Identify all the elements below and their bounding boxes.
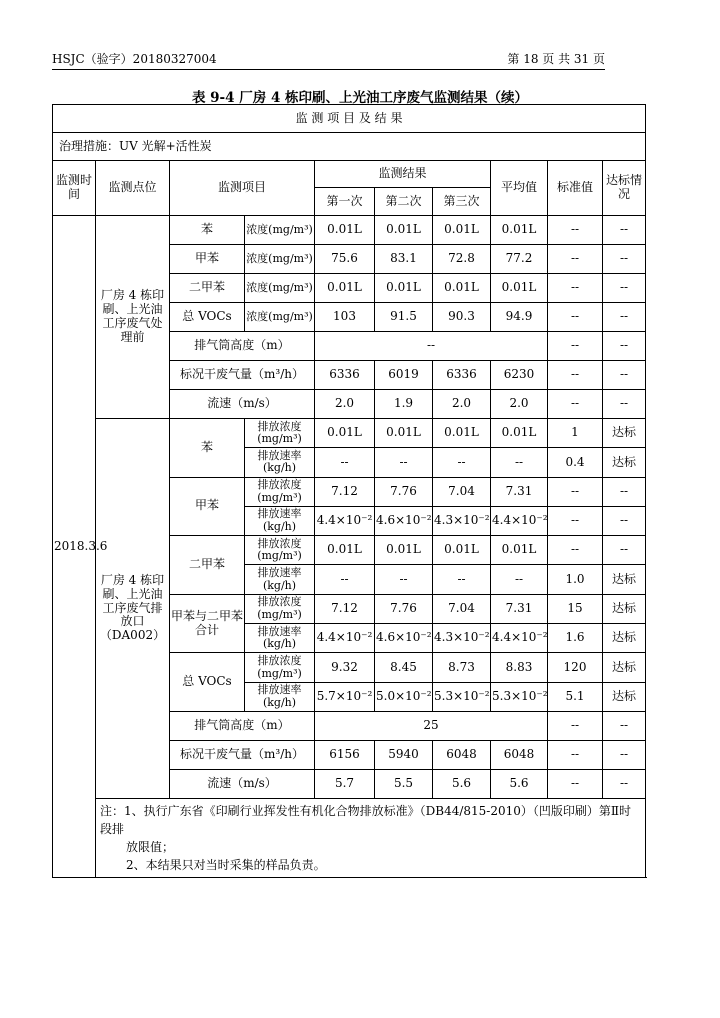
header-average: 平均值 [491,161,548,216]
value-std: -- [548,536,603,565]
value-v1: 5.7 [315,769,375,798]
value-v3: 0.01L [433,419,491,448]
value-std: -- [548,740,603,769]
value-std: 1.0 [548,565,603,594]
value-std: 1 [548,419,603,448]
table-title: 表 9-4 厂房 4 栋印刷、上光油工序废气监测结果（续） [191,90,529,106]
table-banner: 监 测 项 目 及 结 果 [53,105,646,133]
value-std: -- [548,361,603,390]
stack-height-value: 25 [315,711,548,740]
value-v3: -- [433,565,491,594]
value-v2: 5.5 [375,769,433,798]
page-number: 第 18 页 共 31 页 [507,52,605,66]
value-pass: -- [603,477,646,506]
value-pass: -- [603,303,646,332]
header-run-2: 第二次 [375,188,433,216]
value-pass: 达标 [603,594,646,623]
value-avg: 0.01L [491,216,548,245]
value-std: -- [548,769,603,798]
value-std: 120 [548,653,603,682]
value-v3: 72.8 [433,245,491,274]
value-std: -- [548,711,603,740]
value-avg: 6048 [491,740,548,769]
flow-label: 标况干废气量（m³/h） [170,740,315,769]
header-run-1: 第一次 [315,188,375,216]
value-avg: -- [491,448,548,477]
table-notes [96,798,646,877]
header-point: 监测点位 [96,161,170,216]
parameter-name: 浓度(mg/m³) [245,245,315,274]
value-std: -- [548,216,603,245]
value-std: 15 [548,594,603,623]
stack-height-label: 排气筒高度（m） [170,332,315,361]
monitoring-date: 2018.3.6 [53,216,96,878]
pollutant-name: 苯 [170,216,245,245]
value-v3: 2.0 [433,390,491,419]
value-std: -- [548,303,603,332]
pollutant-name: 甲苯 [170,477,245,536]
pollutant-name: 二甲苯 [170,274,245,303]
value-avg: 4.4×10⁻² [491,624,548,653]
table-row [53,105,646,133]
value-pass: 达标 [603,448,646,477]
value-v2: 6019 [375,361,433,390]
value-v2: 0.01L [375,274,433,303]
value-std: -- [548,506,603,535]
value-pass: -- [603,769,646,798]
value-avg: 2.0 [491,390,548,419]
value-pass: -- [603,361,646,390]
header-compliance: 达标情况 [603,161,646,216]
value-pass: -- [603,274,646,303]
value-v3: 90.3 [433,303,491,332]
value-v3: 0.01L [433,216,491,245]
value-std: -- [548,390,603,419]
parameter-name: 排放浓度(mg/m³) [245,477,315,506]
value-v2: 5.0×10⁻² [375,682,433,711]
pollutant-name: 苯 [170,419,245,478]
parameter-name: 排放浓度(mg/m³) [245,536,315,565]
stack-height-label: 排气筒高度（m） [170,711,315,740]
value-v1: -- [315,565,375,594]
value-v1: 4.4×10⁻² [315,624,375,653]
value-v2: 91.5 [375,303,433,332]
pollutant-name: 总 VOCs [170,303,245,332]
value-v1: 103 [315,303,375,332]
value-avg: 7.31 [491,477,548,506]
value-v1: 0.01L [315,536,375,565]
table-row [53,133,646,161]
note-line: 2、本结果只对当时采集的样品负责。 [126,857,326,872]
table-row [53,216,646,245]
value-std: -- [548,332,603,361]
value-std: 0.4 [548,448,603,477]
value-v1: 7.12 [315,594,375,623]
table-row [53,161,646,188]
value-v1: 75.6 [315,245,375,274]
value-v1: 7.12 [315,477,375,506]
value-v1: 6156 [315,740,375,769]
value-v1: 6336 [315,361,375,390]
value-avg: 7.31 [491,594,548,623]
value-std: 1.6 [548,624,603,653]
speed-label: 流速（m/s） [170,769,315,798]
value-pass: -- [603,216,646,245]
point-outlet: 厂房 4 栋印刷、上光油工序废气排放口（DA002） [96,419,170,799]
header-run-3: 第三次 [433,188,491,216]
monitoring-results-table [52,104,646,878]
flow-label: 标况干废气量（m³/h） [170,361,315,390]
value-v1: 5.7×10⁻² [315,682,375,711]
treatment-measures: 治理措施：UV 光解+活性炭 [53,133,646,161]
value-avg: 5.3×10⁻² [491,682,548,711]
parameter-name: 浓度(mg/m³) [245,216,315,245]
value-v2: 0.01L [375,216,433,245]
document-number: HSJC（验字）20180327004 [52,52,217,66]
value-v3: -- [433,448,491,477]
value-pass: 达标 [603,565,646,594]
value-avg: 6230 [491,361,548,390]
value-v3: 7.04 [433,594,491,623]
value-v3: 6048 [433,740,491,769]
header-item: 监测项目 [170,161,315,216]
parameter-name: 排放速率(kg/h) [245,448,315,477]
value-pass: 达标 [603,653,646,682]
point-before-treatment: 厂房 4 栋印刷、上光油工序废气处理前 [96,216,170,419]
value-v1: 2.0 [315,390,375,419]
value-v3: 8.73 [433,653,491,682]
value-v2: 8.45 [375,653,433,682]
value-v2: 0.01L [375,419,433,448]
value-v1: 0.01L [315,274,375,303]
parameter-name: 排放速率(kg/h) [245,506,315,535]
value-v1: -- [315,448,375,477]
parameter-name: 排放浓度(mg/m³) [245,653,315,682]
value-v2: 4.6×10⁻² [375,624,433,653]
value-v2: 83.1 [375,245,433,274]
parameter-name: 排放浓度(mg/m³) [245,419,315,448]
value-pass: -- [603,536,646,565]
stack-height-value: -- [315,332,548,361]
value-std: 5.1 [548,682,603,711]
value-v2: 1.9 [375,390,433,419]
value-v2: 5940 [375,740,433,769]
value-std: -- [548,245,603,274]
header-results: 监测结果 [315,161,491,188]
value-avg: 0.01L [491,419,548,448]
value-v2: 7.76 [375,594,433,623]
value-v2: -- [375,448,433,477]
value-v2: 4.6×10⁻² [375,506,433,535]
pollutant-name: 甲苯 [170,245,245,274]
value-v3: 0.01L [433,536,491,565]
value-v3: 5.3×10⁻² [433,682,491,711]
value-pass: -- [603,390,646,419]
value-avg: 0.01L [491,274,548,303]
value-avg: 5.6 [491,769,548,798]
pollutant-name: 二甲苯 [170,536,245,595]
value-pass: -- [603,740,646,769]
parameter-name: 浓度(mg/m³) [245,274,315,303]
value-pass: -- [603,245,646,274]
value-std: -- [548,274,603,303]
value-avg: 4.4×10⁻² [491,506,548,535]
parameter-name: 排放速率(kg/h) [245,565,315,594]
table-row [53,419,646,448]
value-avg: -- [491,565,548,594]
value-v3: 6336 [433,361,491,390]
pollutant-name: 总 VOCs [170,653,245,712]
note-line: 注：1、执行广东省《印刷行业挥发性有机化合物排放标准》（DB44/815-2010）（凹版印刷）第Ⅱ时段排 [100,803,632,836]
value-v3: 7.04 [433,477,491,506]
value-v1: 0.01L [315,419,375,448]
value-pass: -- [603,711,646,740]
value-pass: 达标 [603,682,646,711]
page-header [52,50,605,68]
parameter-name: 排放速率(kg/h) [245,624,315,653]
value-v2: -- [375,565,433,594]
parameter-name: 排放速率(kg/h) [245,682,315,711]
value-v3: 4.3×10⁻² [433,624,491,653]
parameter-name: 浓度(mg/m³) [245,303,315,332]
value-pass: -- [603,332,646,361]
header-time: 监测时间 [53,161,96,216]
value-v1: 4.4×10⁻² [315,506,375,535]
value-v1: 0.01L [315,216,375,245]
value-pass: 达标 [603,624,646,653]
value-v1: 9.32 [315,653,375,682]
value-avg: 94.9 [491,303,548,332]
parameter-name: 排放浓度(mg/m³) [245,594,315,623]
table-row [53,798,646,877]
header-divider [52,69,605,70]
value-avg: 8.83 [491,653,548,682]
pollutant-name: 甲苯与二甲苯合计 [170,594,245,653]
speed-label: 流速（m/s） [170,390,315,419]
value-pass: 达标 [603,419,646,448]
note-line: 放限值； [126,839,175,854]
value-v2: 7.76 [375,477,433,506]
value-v2: 0.01L [375,536,433,565]
value-pass: -- [603,506,646,535]
header-standard: 标准值 [548,161,603,216]
value-v3: 4.3×10⁻² [433,506,491,535]
value-avg: 0.01L [491,536,548,565]
value-avg: 77.2 [491,245,548,274]
value-v3: 0.01L [433,274,491,303]
value-std: -- [548,477,603,506]
value-v3: 5.6 [433,769,491,798]
